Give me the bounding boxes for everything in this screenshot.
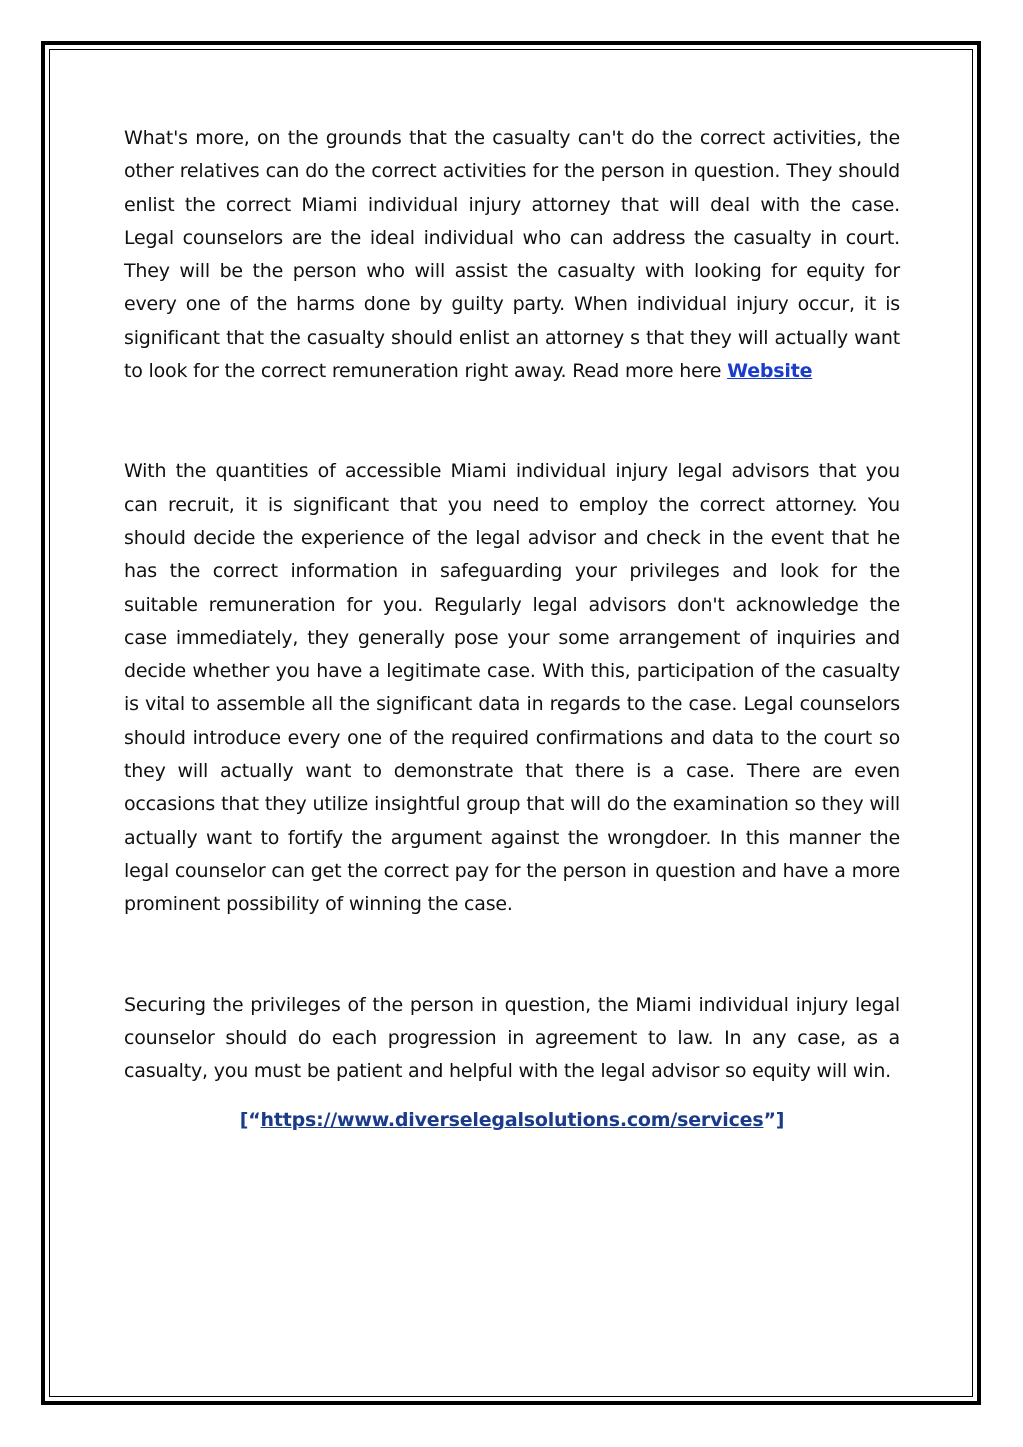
url-close-bracket: ”]	[763, 1109, 785, 1132]
paragraph-gap	[124, 922, 900, 989]
document-body	[124, 122, 900, 1157]
paragraph-3: Securing the privileges of the person in question, the Miami individual injury legal counselor should do each progression in agreement to law. In any case, as a casualty, you must be patient and helpful with the legal advisor so equity will win.	[124, 993, 900, 1083]
services-url-line	[124, 1104, 900, 1137]
services-url-link[interactable]: https://www.diverselegalsolutions.com/services	[260, 1109, 764, 1132]
url-open-bracket: [“	[239, 1109, 261, 1132]
paragraph-1-text: What's more, on the grounds that the casualty can't do the correct activities, the other relatives can do the correct activities for the person in question. They should enlist the correct Miami individual injury attorney that will deal with the case. Legal counselors are the ideal individual who can address the casualty in court. They will be the person who will assist the casualty with looking for equity for every one of the harms done by guilty party. When individual injury occur, it is significant that the casualty should enlist an attorney s that they will actually want to look for the correct remuneration right away. Read more here	[124, 127, 900, 383]
website-link[interactable]: Website	[727, 360, 813, 383]
paragraph-2: With the quantities of accessible Miami individual injury legal advisors that you can recruit, it is significant that you need to employ the correct attorney. You should decide the experience of the legal advisor and check in the event that he has the correct information in safeguarding your privileges and look for the suitable remuneration for you. Regularly legal advisors don't acknowledge the case immediately, they generally pose your some arrangement of inquiries and decide whether you have a legitimate case. With this, participation of the casualty is vital to assemble all the significant data in regards to the case. Legal counselors should introduce every one of the required confirmations and data to the court so they will actually want to demonstrate that there is a case. There are even occasions that they utilize insightful group that will do the examination so they will actually want to fortify the argument against the wrongdoer. In this manner the legal counselor can get the correct pay for the person in question and have a more prominent possibility of winning the case.	[124, 460, 900, 916]
paragraph-gap	[124, 388, 900, 455]
paragraph-1	[124, 122, 900, 388]
